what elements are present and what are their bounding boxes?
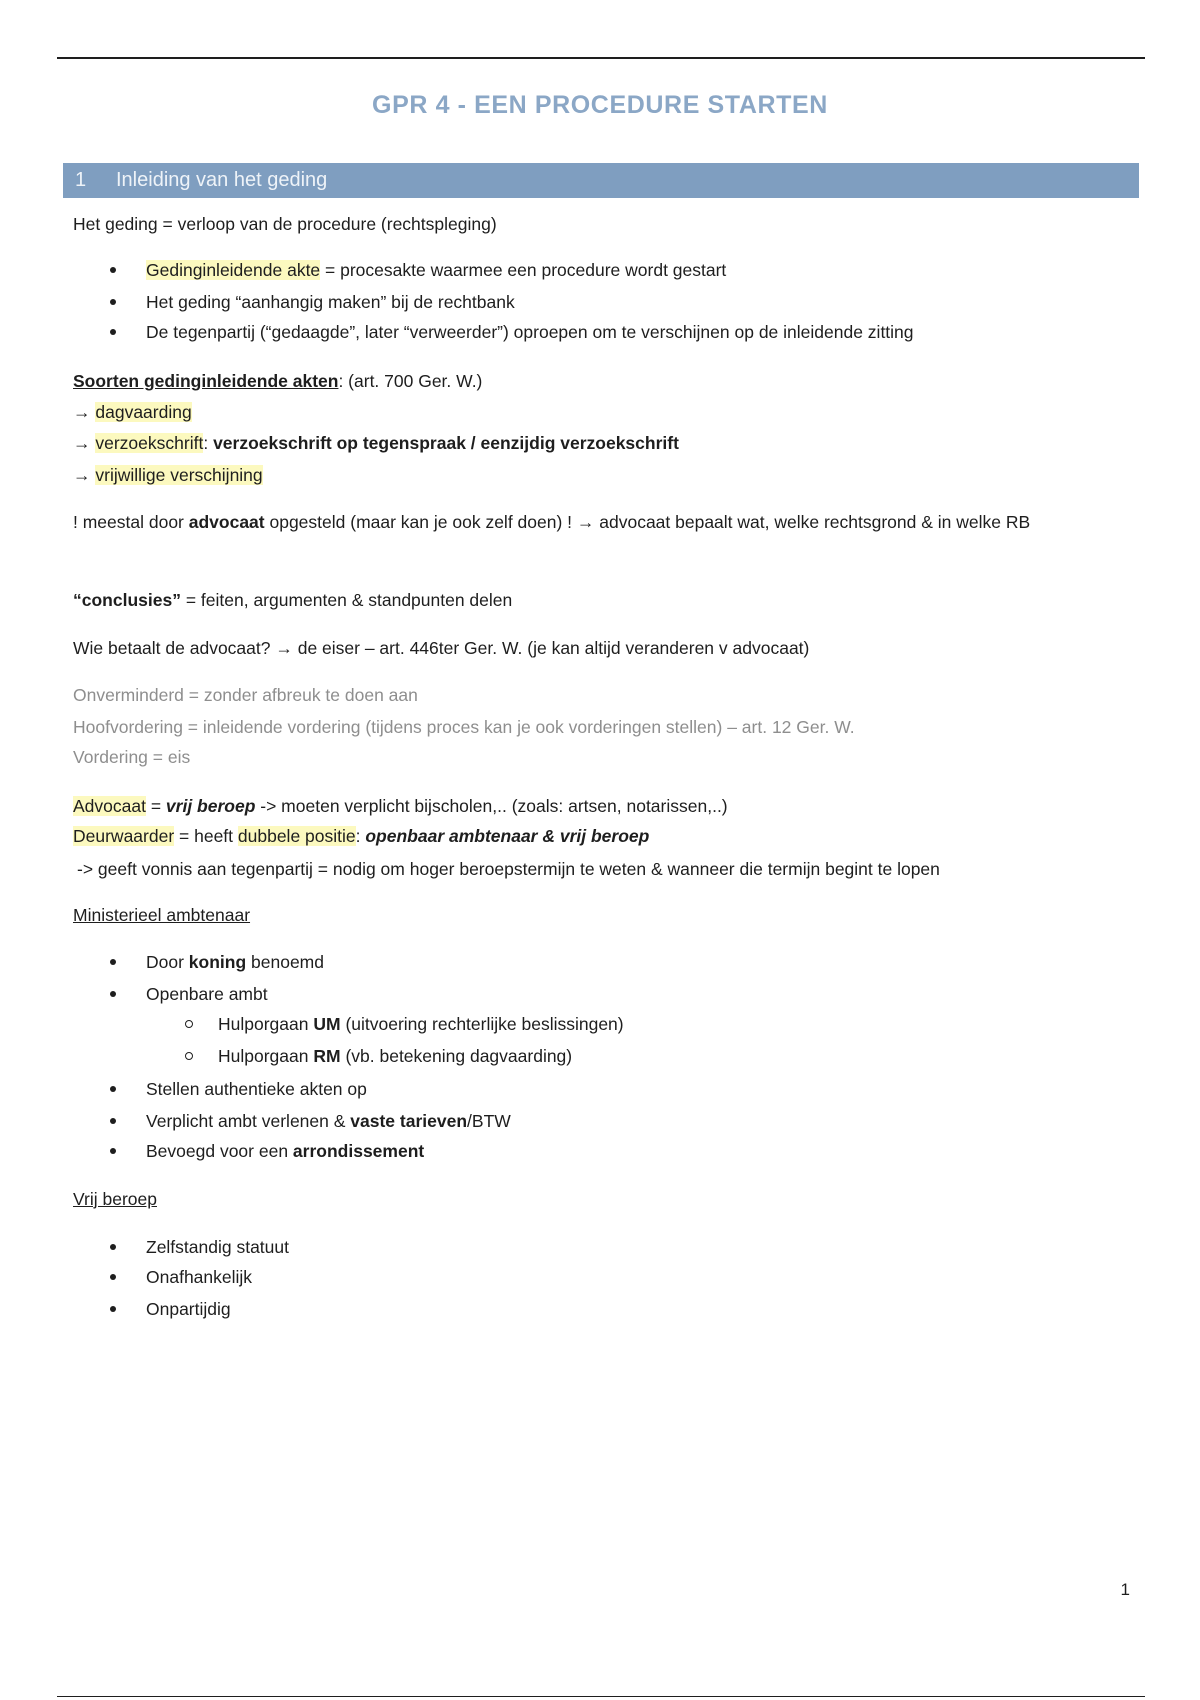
bold-italic-text: openbaar ambtenaar & vrij beroep [365,826,650,846]
document-title: GPR 4 - EEN PROCEDURE STARTEN [372,91,828,119]
bold-text: arrondissement [292,1141,425,1161]
deurwaarder-line [73,821,1139,851]
bullet-marker [110,299,116,305]
wie-betaalt-line: Wie betaalt de advocaat? → de eiser – art. 446ter Ger. W. (je kan altijd veranderen v advocaat) [73,638,810,658]
highlighted-term: Gedinginleidende akte [146,260,321,280]
bold-text: UM [313,1014,341,1034]
text-run: = heeft [174,826,238,846]
highlighted-term: Advocaat [73,796,146,816]
list-item-text [146,255,726,285]
list-item [108,1232,1138,1262]
text-run: = procesakte waarmee een procedure wordt gestart [320,260,727,280]
text-run: benoemd [246,952,324,972]
highlighted-term: vrijwillige verschijning [95,465,263,485]
highlighted-term: Deurwaarder [73,826,175,846]
bullet-marker [110,1086,116,1092]
list-item [108,1136,1138,1166]
page-number: 1 [1120,1580,1130,1599]
bullet-marker [110,1306,116,1312]
arrow-icon: → [73,402,96,422]
list-item-text: Onpartijdig [146,1299,231,1319]
text-run: Verplicht ambt verlenen & [146,1111,351,1131]
sub-bullet-marker [185,1020,193,1028]
list-item [108,317,1138,347]
text-run: Bevoegd voor een [146,1141,293,1161]
list-item [108,1294,1138,1324]
text-run: (uitvoering rechterlijke beslissingen) [340,1014,624,1034]
highlighted-term: verzoekschrift [95,433,204,453]
text-run: = [145,796,166,816]
bold-text: verzoekschrift op tegenspraak / eenzijdig verzoekschrift [213,433,679,453]
list-item-text: Openbare ambt [146,984,268,1004]
soorten-reference: : (art. 700 Ger. W.) [338,371,483,391]
text-run: = feiten, argumenten & standpunten delen [180,590,513,610]
list-item-text [146,1106,511,1136]
bullet-marker [110,991,116,997]
list-item [108,1106,1138,1136]
ministerieel-heading-line [73,900,1139,930]
text-run: : [203,433,214,453]
highlighted-term: dagvaarding [95,402,192,422]
bullet-marker [110,1244,116,1250]
conclusies-line [73,585,1139,615]
list-item [108,1074,1138,1104]
list-item-text [218,1041,572,1071]
list-item-text: Onafhankelijk [146,1267,253,1287]
soorten-heading: Soorten gedinginleidende akten [73,371,339,391]
top-rule [57,57,1145,59]
bullet-marker [110,1118,116,1124]
sub-list-item [180,1041,1130,1071]
bold-text: RM [313,1046,341,1066]
list-item [108,287,1138,317]
list-item [108,1262,1138,1292]
list-item-text: De tegenpartij (“gedaagde”, later “verweerder”) oproepen om te verschijnen op de inleidende zitting [146,322,914,342]
akte-type-line [73,428,1139,458]
highlighted-term: dubbele positie [237,826,356,846]
section-heading: Inleiding van het geding [116,169,328,191]
bullet-marker [110,1148,116,1154]
text-run: Hulporgaan [218,1046,314,1066]
bullet-marker [110,329,116,335]
list-item [108,255,1138,285]
akte-type-line [73,460,1139,490]
definition-line: Hoofvordering = inleidende vordering (tijdens proces kan je ook vorderingen stellen) – art. 12 Ger. W. [73,717,855,737]
text-run: /BTW [467,1111,511,1131]
vrij-beroep-heading-line [73,1184,1139,1214]
bold-text: koning [188,952,247,972]
list-item-text: Zelfstandig statuut [146,1237,289,1257]
definition-line: Vordering = eis [73,747,191,767]
list-item-text [146,1136,424,1166]
text-run: Door [146,952,189,972]
section-header [63,163,1139,198]
list-item-text [146,947,324,977]
definition-line: Onverminderd = zonder afbreuk te doen aan [73,685,418,705]
list-item [108,979,1138,1009]
bold-italic-text: vrij beroep [165,796,256,816]
akte-type-line [73,397,1139,427]
bullet-marker [110,959,116,965]
soorten-heading-line [73,366,1139,396]
text-run: Hulporgaan [218,1014,314,1034]
section-number: 1 [75,169,87,191]
text-run: opgesteld (maar kan je ook zelf doen) ! → advocaat bepaalt wat, welke rechtsgrond & in welke RB [264,512,1031,532]
text-run: -> moeten verplicht bijscholen,.. (zoals: artsen, notarissen,..) [255,796,728,816]
arrow-icon: → [73,433,96,453]
sub-list-item [180,1009,1130,1039]
text-run: (vb. betekening dagvaarding) [340,1046,573,1066]
arrow-icon: → [73,465,96,485]
vrij-beroep-heading: Vrij beroep [73,1189,157,1209]
list-item [108,947,1138,977]
list-item-text: Het geding “aanhangig maken” bij de rechtbank [146,292,515,312]
text-run: : [355,826,366,846]
advocaat-line [73,791,1139,821]
bold-text: “conclusies” [73,590,181,610]
text-run: ! meestal door [73,512,189,532]
bottom-rule [57,1696,1145,1697]
bullet-marker [110,267,116,273]
advocaat-note [73,507,1113,538]
bold-text: advocaat [188,512,265,532]
intro-paragraph: Het geding = verloop van de procedure (rechtspleging) [73,214,497,234]
list-item-text [218,1009,624,1039]
sub-bullet-marker [185,1052,193,1060]
list-item-text: Stellen authentieke akten op [146,1079,367,1099]
bold-text: vaste tarieven [350,1111,468,1131]
bullet-marker [110,1274,116,1280]
ministerieel-heading: Ministerieel ambtenaar [73,905,251,925]
deurwaarder-note: -> geeft vonnis aan tegenpartij = nodig om hoger beroepstermijn te weten & wanneer die termijn begint te lopen [77,859,940,879]
